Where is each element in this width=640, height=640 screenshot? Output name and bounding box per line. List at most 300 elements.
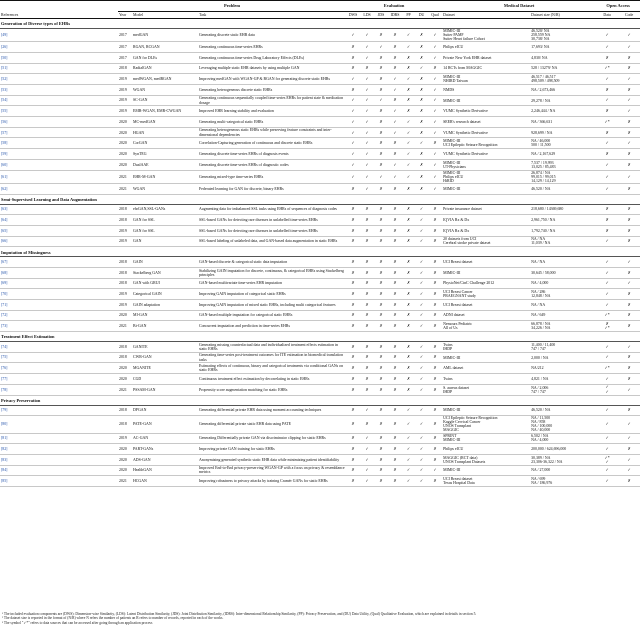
eval-idrs-mark: ✗ <box>388 29 402 42</box>
model-cell: CGD <box>132 374 198 385</box>
code-access-mark: ✗ <box>618 321 640 332</box>
year-cell: 2020 <box>118 310 132 321</box>
eval-lds-mark: ✗ <box>360 310 374 321</box>
table-row <box>0 321 640 332</box>
data-access-mark: ✗ <box>596 106 618 117</box>
reference-link[interactable]: [50] <box>1 55 8 60</box>
eval-lds-mark: ✓ <box>360 159 374 170</box>
eval-dws-mark: ✗ <box>346 374 360 385</box>
col-dataset: Dataset <box>442 12 530 19</box>
eval-idrs-mark: ✗ <box>388 215 402 226</box>
eval-pp-mark: ✓ <box>402 170 415 183</box>
eval-qual-mark: ✗ <box>428 384 442 395</box>
model-cell: PART-GANs <box>132 444 198 455</box>
reference-link[interactable]: [83] <box>1 457 8 462</box>
eval-idrs-mark: ✗ <box>388 278 402 289</box>
eval-pp-mark: ✓ <box>402 433 415 444</box>
col-qual: Qual <box>428 12 442 19</box>
model-cell: WGAN <box>132 183 198 194</box>
eval-pp-mark: ✓ <box>402 476 415 487</box>
dataset-cell: MIMIC-III Sutter PAMF Sutter Heart failure Cohort <box>442 29 530 42</box>
dataset-size-cell: NA / 2,167,629 <box>530 149 596 160</box>
dataset-cell: MAGGIC (RCT data) UNOS Transplant Datasets <box>442 454 530 465</box>
reference-cell <box>0 149 118 160</box>
year-cell: 2019 <box>118 300 132 311</box>
table-row <box>0 149 640 160</box>
dataset-size-cell: 528 / 13279/ NA <box>530 63 596 74</box>
eval-du-mark: ✓ <box>415 63 428 74</box>
eval-du-mark: ✓ <box>415 289 428 300</box>
reference-cell <box>0 63 118 74</box>
dataset-cell: S. aureus dataset IHDP <box>442 384 530 395</box>
eval-du-mark: ✗ <box>415 149 428 160</box>
year-cell: 2020 <box>118 138 132 149</box>
col-jds: JDS <box>374 12 388 19</box>
eval-pp-mark: ✓ <box>402 42 415 53</box>
eval-dws-mark: ✓ <box>346 29 360 42</box>
eval-lds-mark: ✓ <box>360 42 374 53</box>
year-cell: 2018 <box>118 204 132 215</box>
eval-jds-mark: ✗ <box>374 289 388 300</box>
eval-dws-mark: ✗ <box>346 267 360 278</box>
eval-jds-mark: ✗ <box>374 117 388 128</box>
table-row <box>0 257 640 268</box>
reference-link[interactable]: [59] <box>1 151 8 156</box>
year-cell: 2019 <box>118 106 132 117</box>
reference-link[interactable]: [69] <box>1 281 8 286</box>
code-access-mark: ✗ <box>618 183 640 194</box>
eval-du-mark: ✓ <box>415 342 428 353</box>
eval-pp-mark: ✗ <box>402 384 415 395</box>
reference-link[interactable]: [79] <box>1 408 8 413</box>
task-cell: Augmenting data for imbalanced SSL tasks using EHRs of sequences of diagnosis codes <box>198 204 346 215</box>
eval-dws-mark: ✓ <box>346 138 360 149</box>
data-access-mark: ✓ <box>596 170 618 183</box>
eval-dws-mark: ✗ <box>346 433 360 444</box>
eval-du-mark: ✓ <box>415 204 428 215</box>
task-cell: Generating differential private EHR data using moment accounting techniques <box>198 405 346 416</box>
dataset-size-cell: NA / 27,000 <box>530 465 596 476</box>
reference-link[interactable]: [56] <box>1 119 8 124</box>
eval-jds-mark: ✗ <box>374 106 388 117</box>
task-cell: Propensity score augmentation matching for static EHRs <box>198 384 346 395</box>
table-row <box>0 225 640 236</box>
table-row <box>0 289 640 300</box>
eval-dws-mark: ✓ <box>346 170 360 183</box>
reference-cell <box>0 267 118 278</box>
dataset-cell: 14 RCTs from MAGGIC <box>442 63 530 74</box>
eval-qual-mark: ✗ <box>428 225 442 236</box>
reference-link[interactable]: [77] <box>1 376 8 381</box>
dataset-cell: Philips eICU <box>442 444 530 455</box>
year-cell: 2017 <box>118 52 132 63</box>
eval-dws-mark: ✗ <box>346 215 360 226</box>
model-cell: DPGAN <box>132 405 198 416</box>
eval-jds-mark: ✗ <box>374 204 388 215</box>
eval-qual-mark: ✗ <box>428 416 442 433</box>
data-access-mark: ✗ <box>596 215 618 226</box>
table-row <box>0 405 640 416</box>
dataset-size-cell: 11,400 / 11,400 747 / 747 <box>530 342 596 353</box>
eval-jds-mark: ✗ <box>374 405 388 416</box>
table-row <box>0 42 640 53</box>
code-access-mark: ✗ <box>618 52 640 63</box>
data-access-mark: ✓* <box>596 63 618 74</box>
eval-lds-mark: ✓ <box>360 52 374 63</box>
task-cell: Generating time-series post-treatment outcomes for ITE estimation in biomedical translation tasks <box>198 352 346 363</box>
dataset-cell: Private New York EHR dataset <box>442 52 530 63</box>
reference-link[interactable]: [78] <box>1 387 8 392</box>
model-cell: GAN <box>132 236 198 247</box>
reference-link[interactable]: [51] <box>1 66 8 71</box>
eval-jds-mark: ✗ <box>374 127 388 138</box>
task-cell: Continuous treatment effect estimation by decorrelating in static EHRs <box>198 374 346 385</box>
dataset-cell: MIMIC-III <box>442 95 530 106</box>
reference-link[interactable]: [63] <box>1 207 8 212</box>
code-access-mark: ✓ <box>618 138 640 149</box>
eval-dws-mark: ✗ <box>346 342 360 353</box>
code-access-mark: ✓ <box>618 170 640 183</box>
task-cell: Concurrent imputation and prediction in time-series EHRs <box>198 321 346 332</box>
reference-link[interactable]: [67] <box>1 259 8 264</box>
data-access-mark: ✓ <box>596 95 618 106</box>
eval-pp-mark: ✓ <box>402 454 415 465</box>
code-access-mark: ✓ <box>618 433 640 444</box>
reference-link[interactable]: [64] <box>1 217 8 222</box>
eval-lds-mark: ✗ <box>360 289 374 300</box>
data-access-mark: ✓ <box>596 74 618 85</box>
eval-dws-mark: ✓ <box>346 149 360 160</box>
task-cell: Improving GAIN imputation of categorical static EHRs <box>198 289 346 300</box>
eval-pp-mark: ✗ <box>402 310 415 321</box>
eval-lds-mark: ✗ <box>360 225 374 236</box>
eval-qual-mark: ✗ <box>428 63 442 74</box>
dataset-size-cell: NA / 699 NA / 186,976 <box>530 476 596 487</box>
reference-link[interactable]: [60] <box>1 162 8 167</box>
dataset-size-cell: NA / 286 12,848 / NA <box>530 289 596 300</box>
code-access-mark: ✗ <box>618 236 640 247</box>
reference-link[interactable]: [55] <box>1 109 8 114</box>
reference-link[interactable]: [54] <box>1 98 8 103</box>
dataset-size-cell: NA / 11,500 NA / 858 NA / 100,000 NA / 40,000 <box>530 416 596 433</box>
dataset-cell: IQVIA Rx & Dx <box>442 225 530 236</box>
reference-link[interactable]: [80] <box>1 422 8 427</box>
eval-dws-mark: ✗ <box>346 289 360 300</box>
eval-du-mark: ✓ <box>415 363 428 374</box>
eval-du-mark: ✓ <box>415 310 428 321</box>
code-access-mark: ✓ <box>618 416 640 433</box>
year-cell: 2018 <box>118 257 132 268</box>
reference-cell <box>0 321 118 332</box>
reference-link[interactable]: [85] <box>1 479 8 484</box>
dataset-cell: NMDS <box>442 85 530 96</box>
eval-lds-mark: ✓ <box>360 465 374 476</box>
eval-qual-mark: ✓ <box>428 42 442 53</box>
data-access-mark: ✓ <box>596 159 618 170</box>
eval-jds-mark: ✗ <box>374 225 388 236</box>
eval-jds-mark: ✗ <box>374 374 388 385</box>
dataset-size-cell: NA / 2,673,466 <box>530 85 596 96</box>
col-lds: LDS <box>360 12 374 19</box>
eval-pp-mark: ✗ <box>402 352 415 363</box>
eval-pp-mark: ✗ <box>402 225 415 236</box>
dataset-cell: Twins IHDP <box>442 342 530 353</box>
table-row <box>0 85 640 96</box>
eval-jds-mark: ✗ <box>374 310 388 321</box>
reference-cell <box>0 476 118 487</box>
year-cell: 2018 <box>118 278 132 289</box>
table-row <box>0 384 640 395</box>
table-row <box>0 300 640 311</box>
reference-link[interactable]: [26] <box>1 45 8 50</box>
eval-du-mark: ✗ <box>415 183 428 194</box>
eval-idrs-mark: ✗ <box>388 384 402 395</box>
reference-link[interactable]: [73] <box>1 324 8 329</box>
reference-link[interactable]: [75] <box>1 355 8 360</box>
eval-dws-mark: ✗ <box>346 300 360 311</box>
eval-jds-mark: ✗ <box>374 138 388 149</box>
model-cell: Categorical GAIN <box>132 289 198 300</box>
eval-jds-mark: ✗ <box>374 278 388 289</box>
code-access-mark: ✗ <box>618 444 640 455</box>
task-cell: SSL-based GANs for detecting rare diseases in unlabelled time-series EHRs <box>198 225 346 236</box>
col-pp: PP <box>402 12 415 19</box>
eval-qual-mark: ✗ <box>428 374 442 385</box>
reference-link[interactable]: [76] <box>1 366 8 371</box>
dataset-size-cell: 4,821 / NA <box>530 374 596 385</box>
eval-idrs-mark: ✓ <box>388 106 402 117</box>
eval-du-mark: ✓ <box>415 444 428 455</box>
reference-link[interactable]: [84] <box>1 468 8 473</box>
col-references: References <box>0 12 118 19</box>
year-cell: 2018 <box>118 215 132 226</box>
task-cell: Generating discrete time-series EHRs of diagnosis events <box>198 149 346 160</box>
table-row <box>0 444 640 455</box>
reference-link[interactable]: [62] <box>1 186 8 191</box>
reference-link[interactable]: [71] <box>1 302 8 307</box>
code-access-mark: ✗ <box>618 127 640 138</box>
year-cell: 2021 <box>118 476 132 487</box>
eval-idrs-mark: ✗ <box>388 225 402 236</box>
eval-lds-mark: ✗ <box>360 215 374 226</box>
year-cell: 2018 <box>118 63 132 74</box>
reference-link[interactable]: [65] <box>1 228 8 233</box>
reference-link[interactable]: [58] <box>1 141 8 146</box>
eval-qual-mark: ✓ <box>428 465 442 476</box>
year-cell: 2020 <box>118 363 132 374</box>
col-dataset-size: Dataset size (N/R) <box>530 12 596 19</box>
reference-cell <box>0 29 118 42</box>
eval-idrs-mark: ✗ <box>388 454 402 465</box>
reference-cell <box>0 52 118 63</box>
dataset-size-cell: 6,502 / NA NA / 4,000 <box>530 433 596 444</box>
reference-cell <box>0 95 118 106</box>
eval-du-mark: ✗ <box>415 42 428 53</box>
code-access-mark: ✗ <box>618 363 640 374</box>
eval-pp-mark: ✗ <box>402 374 415 385</box>
code-access-mark: ✗ <box>618 159 640 170</box>
task-cell: Correlation-Capturing generation of continuous and discrete static EHRs <box>198 138 346 149</box>
eval-jds-mark: ✗ <box>374 74 388 85</box>
reference-link[interactable]: [52] <box>1 77 8 82</box>
eval-lds-mark: ✗ <box>360 300 374 311</box>
dataset-size-cell: 46,520/ NA 258,559 NA 30,738/ NA <box>530 29 596 42</box>
reference-link[interactable]: [74] <box>1 344 8 349</box>
eval-qual-mark: ✗ <box>428 300 442 311</box>
task-cell: Anonymizing generated synthetic static EHR data while minimizing patient identifiability <box>198 454 346 465</box>
eval-dws-mark: ✗ <box>346 42 360 53</box>
model-cell: Stackelberg GAN <box>132 267 198 278</box>
reference-link[interactable]: [72] <box>1 313 8 318</box>
dataset-cell: MIMIC-III Philips eICU HiRID <box>442 170 530 183</box>
eval-lds-mark: ✗ <box>360 204 374 215</box>
section-title: Semi-Supervised Learning and Data Augmentation <box>0 194 640 204</box>
reference-link[interactable]: [53] <box>1 87 8 92</box>
col-code: Code <box>618 12 640 19</box>
code-access-mark: ✗ <box>618 405 640 416</box>
eval-lds-mark: ✓ <box>360 454 374 465</box>
year-cell: 2018 <box>118 405 132 416</box>
eval-jds-mark: ✗ <box>374 444 388 455</box>
eval-pp-mark: ✗ <box>402 52 415 63</box>
reference-link[interactable]: [49] <box>1 33 8 38</box>
eval-dws-mark: ✗ <box>346 416 360 433</box>
year-cell: 2020 <box>118 159 132 170</box>
table-row <box>0 416 640 433</box>
reference-link[interactable]: [81] <box>1 436 8 441</box>
dataset-size-cell: NA / 366,631 <box>530 117 596 128</box>
eval-dws-mark: ✗ <box>346 278 360 289</box>
section-title: Privacy Preservation <box>0 395 640 405</box>
table-row <box>0 433 640 444</box>
reference-link[interactable]: [68] <box>1 270 8 275</box>
task-cell: Generating mixed-type time-series EHRs <box>198 170 346 183</box>
reference-link[interactable]: [57] <box>1 130 8 135</box>
task-cell: Leveraging multiple static EHR datasets by using multiple GAN <box>198 63 346 74</box>
eval-lds-mark: ✓ <box>360 433 374 444</box>
dataset-cell: UCI Breast dataset Texas Hospital Data <box>442 476 530 487</box>
eval-jds-mark: ✗ <box>374 215 388 226</box>
reference-cell <box>0 454 118 465</box>
eval-lds-mark: ✗ <box>360 342 374 353</box>
section-title: Generation of Diverse types of EHRs <box>0 19 640 29</box>
code-access-mark: ✗ <box>618 300 640 311</box>
model-cell: PSSAM-GAN <box>132 384 198 395</box>
eval-dws-mark: ✓ <box>346 159 360 170</box>
code-access-mark: ✓ <box>618 42 640 53</box>
eval-pp-mark: ✗ <box>402 215 415 226</box>
eval-jds-mark: ✓ <box>374 42 388 53</box>
reference-link[interactable]: [61] <box>1 174 8 179</box>
eval-qual-mark: ✗ <box>428 215 442 226</box>
data-access-mark: ✓ <box>596 374 618 385</box>
eval-du-mark: ✓ <box>415 321 428 332</box>
reference-cell <box>0 159 118 170</box>
eval-dws-mark: ✗ <box>346 405 360 416</box>
eval-du-mark: ✓ <box>415 476 428 487</box>
eval-pp-mark: ✗ <box>402 85 415 96</box>
task-cell: Estimating effects of continuous, binary and categorical treatments via conditional GANs on static EHRs <box>198 363 346 374</box>
data-access-mark: ✓ <box>596 433 618 444</box>
dataset-cell: SPRINT MIMIC-III <box>442 433 530 444</box>
eval-qual-mark: ✗ <box>428 454 442 465</box>
table-body <box>0 19 640 487</box>
reference-link[interactable]: [66] <box>1 239 8 244</box>
dataset-size-cell: 26,874 / NA 99,015 / 99,015 14,129 / 14,129 <box>530 170 596 183</box>
eval-idrs-mark: ✗ <box>388 374 402 385</box>
table-row <box>0 138 640 149</box>
dataset-size-cell: 1,792,740 / NA <box>530 225 596 236</box>
eval-du-mark: ✗ <box>415 29 428 42</box>
reference-link[interactable]: [70] <box>1 292 8 297</box>
reference-link[interactable]: [82] <box>1 446 8 451</box>
task-cell: Stabilizing GAIN imputation for discrete, continuous, & categorical EHRs using Stackelberg principles <box>198 267 346 278</box>
eval-du-mark: ✓ <box>415 257 428 268</box>
eval-idrs-mark: ✗ <box>388 300 402 311</box>
model-cell: PATE-GAN <box>132 416 198 433</box>
eval-dws-mark: ✗ <box>346 444 360 455</box>
table-row <box>0 117 640 128</box>
eval-pp-mark: ✗ <box>402 267 415 278</box>
year-cell: 2019 <box>118 236 132 247</box>
model-cell: RGAN, RCGAN <box>132 42 198 53</box>
dataset-cell: UCI Epileptic Seizure Recognition Kaggle Cervical Cancer UNOS Transplant MAGGIC <box>442 416 530 433</box>
year-cell: 2019 <box>118 433 132 444</box>
eval-idrs-mark: ✗ <box>388 342 402 353</box>
eval-pp-mark: ✗ <box>402 342 415 353</box>
eval-idrs-mark: ✗ <box>388 289 402 300</box>
model-cell: ADS-GAN <box>132 454 198 465</box>
task-cell: Generating continuous sequentially coupled time-series EHRs for patient state & medication dosage <box>198 95 346 106</box>
eval-lds-mark: ✓ <box>360 85 374 96</box>
section-header <box>0 19 640 29</box>
eval-lds-mark: ✗ <box>360 352 374 363</box>
eval-dws-mark: ✓ <box>346 127 360 138</box>
table-row <box>0 278 640 289</box>
code-access-mark: ✓ <box>618 278 640 289</box>
year-cell: 2018 <box>118 416 132 433</box>
eval-qual-mark: ✓ <box>428 29 442 42</box>
dataset-size-cell: 4,830/ NA <box>530 52 596 63</box>
year-cell: 2020 <box>118 465 132 476</box>
dataset-cell: Twins <box>442 374 530 385</box>
year-cell: 2020 <box>118 454 132 465</box>
model-cell: GAN for SSL <box>132 215 198 226</box>
eval-pp-mark: ✗ <box>402 300 415 311</box>
table-row <box>0 159 640 170</box>
year-cell: 2019 <box>118 95 132 106</box>
data-access-mark: ✗ <box>596 225 618 236</box>
dataset-cell: MIMIC-III <box>442 352 530 363</box>
reference-cell <box>0 444 118 455</box>
eval-idrs-mark: ✓ <box>388 85 402 96</box>
model-cell: GAN with GRUI <box>132 278 198 289</box>
eval-jds-mark: ✗ <box>374 433 388 444</box>
model-cell: DualAAE <box>132 159 198 170</box>
task-cell: Improving private GAN training for static EHRs <box>198 444 346 455</box>
eval-dws-mark: ✗ <box>346 225 360 236</box>
year-cell: 2018 <box>118 267 132 278</box>
col-du: DU <box>415 12 428 19</box>
table-row <box>0 342 640 353</box>
task-cell: Improved EHR learning stability and evaluation <box>198 106 346 117</box>
eval-jds-mark: ✗ <box>374 159 388 170</box>
table-row <box>0 63 640 74</box>
eval-du-mark: ✗ <box>415 85 428 96</box>
reference-cell <box>0 117 118 128</box>
eval-du-mark: ✓ <box>415 433 428 444</box>
eval-pp-mark: ✓ <box>402 117 415 128</box>
